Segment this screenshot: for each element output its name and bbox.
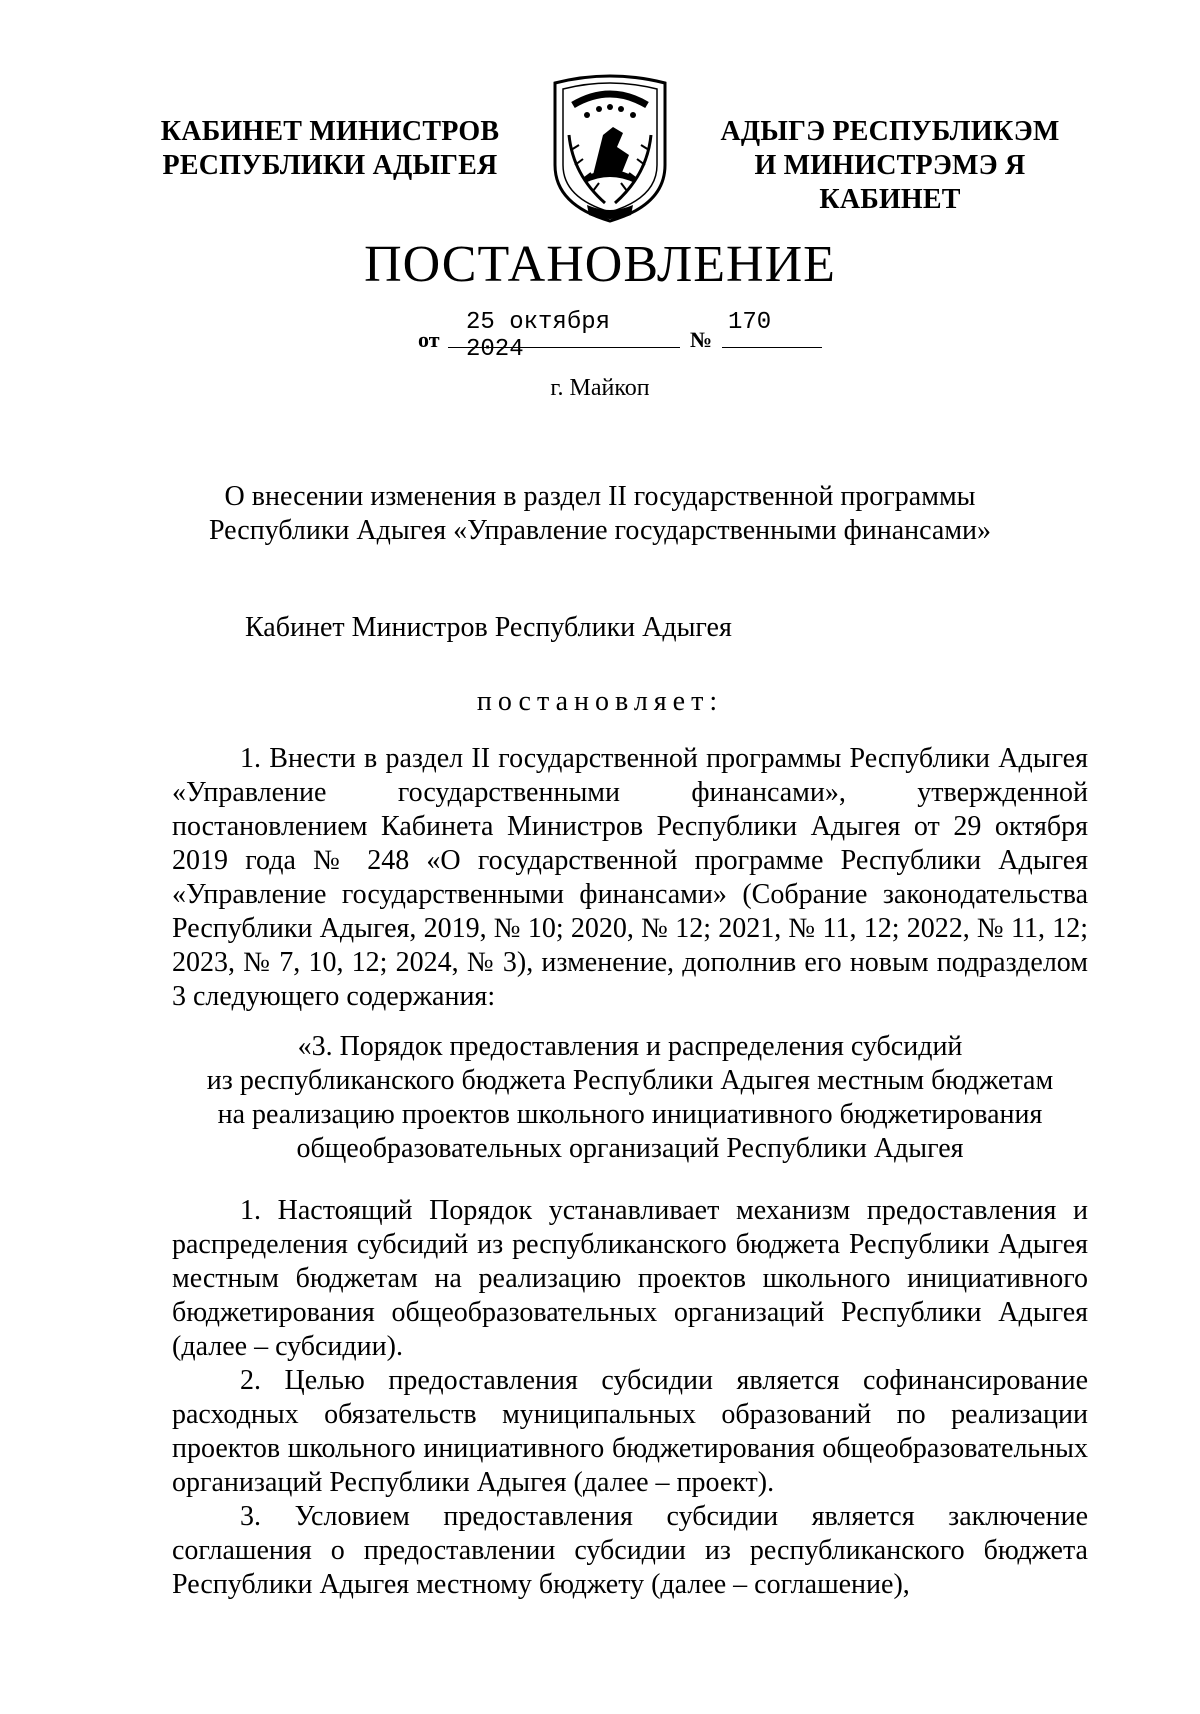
resolves: постановляет: — [476, 686, 724, 717]
date-number-row — [0, 305, 1200, 363]
header-left — [150, 115, 510, 183]
section-title-line4: общеобразовательных организаций Республики Адыгея — [296, 1133, 964, 1164]
date-field — [448, 305, 680, 363]
section-title-line1: «3. Порядок предоставления и распределения субсидий — [297, 1031, 963, 1062]
section-title — [172, 1030, 1088, 1166]
document-title: ПОСТАНОВЛЕНИЕ — [364, 236, 836, 293]
paragraph-3: 2. Целью предоставления субсидии является софинансирование расходных обязательств муниципальных образований по реализации проектов школьного инициативного бюджетирования общеобразовательных организаций Республики Адыгея (далее – проект). — [172, 1365, 1088, 1498]
section-title-line2: из республиканского бюджета Республики Адыгея местным бюджетам — [206, 1065, 1054, 1096]
header-left-line2: РЕСПУБЛИКИ АДЫГЕЯ — [162, 150, 498, 181]
document-subject — [160, 480, 1040, 548]
section-title-line3: на реализацию проектов школьного инициативного бюджетирования — [217, 1099, 1043, 1130]
paragraph-2: 1. Настоящий Порядок устанавливает механизм предоставления и распределения субсидий из республиканского бюджета Республики Адыгея местным бюджетам на реализацию проектов школьного инициативного бюджетирования общеобразовательных организаций Республики Адыгея (далее – субсидии). — [172, 1195, 1088, 1362]
header-right-line2: И МИНИСТРЭМЭ Я КАБИНЕТ — [754, 150, 1026, 215]
paragraph-4: 3. Условием предоставления субсидии является заключение соглашения о предоставлении субсидии из республиканского бюджета Республики Адыгея местному бюджету (далее – соглашение), — [172, 1501, 1088, 1600]
subject-line2: Республики Адыгея «Управление государственными финансами» — [208, 515, 992, 546]
number-sign: № — [690, 327, 713, 352]
paragraph-1: 1. Внести в раздел II государственной программы Республики Адыгея «Управление государственными финансами», утвержденной постановлением Кабинета Министров Республики Адыгея от 29 октября 2019 года № 248 «О государственной программе Республики Адыгея «Управление государственными финансами» (Собрание законодательства Республики Адыгея, 2019, № 10; 2020, № 12; 2021, № 11, 12; 2022, № 11, 12; 2023, № 7, 10, 12; 2024, № 3), изменение, дополнив его новым подразделом 3 следующего содержания: — [172, 743, 1088, 1012]
header-left-line1: КАБИНЕТ МИНИСТРОВ — [160, 116, 500, 147]
header-right — [690, 115, 1090, 217]
city: г. Майкоп — [550, 375, 650, 401]
date-value: 25 октября 2024 — [466, 309, 611, 363]
issuer: Кабинет Министров Республики Адыгея — [245, 612, 732, 643]
header-right-line1: АДЫГЭ РЕСПУБЛИКЭМ — [720, 116, 1060, 147]
date-prefix: от — [418, 327, 440, 352]
number-field — [722, 305, 822, 348]
number-value: 170 — [728, 309, 772, 336]
coat-of-arms-icon — [535, 65, 685, 225]
subject-line1: О внесении изменения в раздел II государственной программы — [224, 481, 976, 512]
